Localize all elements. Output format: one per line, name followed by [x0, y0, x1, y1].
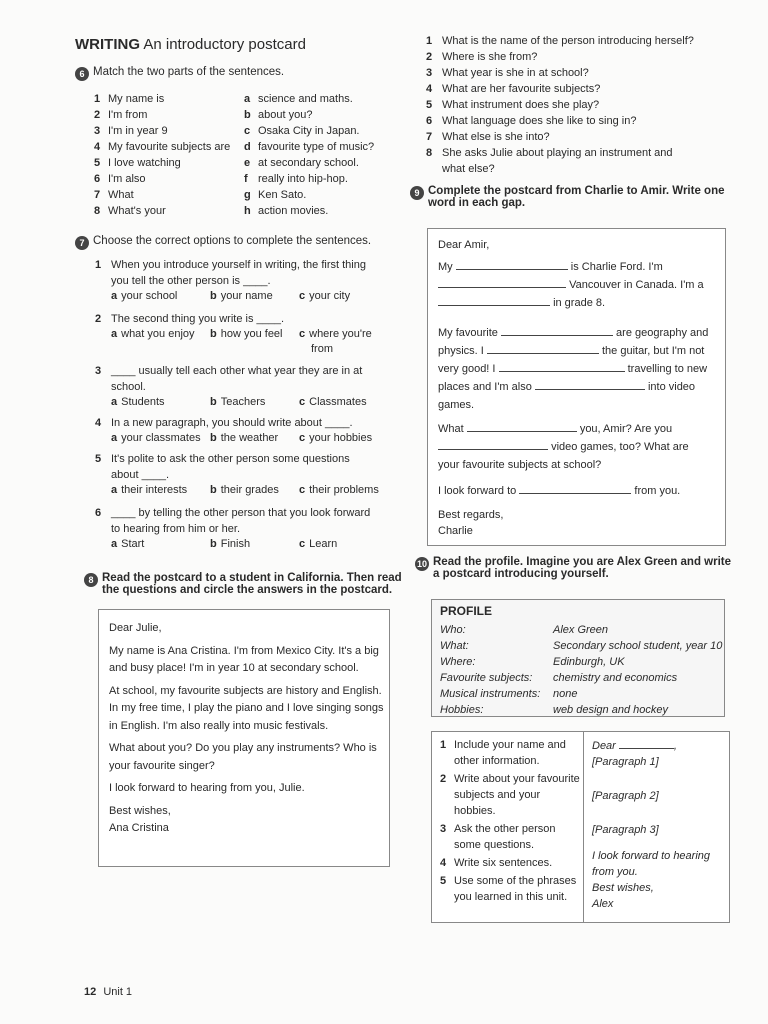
match-row: 3 I'm in year 9 c Osaka City in Japan.: [94, 125, 360, 137]
question-item: 5 What instrument does she play?: [426, 99, 600, 111]
match-row: 6 I'm also f really into hip-hop.: [94, 173, 348, 185]
ex7-options: a Start b Finish c Learn: [111, 538, 338, 550]
gap-blank[interactable]: [501, 324, 613, 336]
gap-blank[interactable]: [487, 342, 599, 354]
ex7-question: 4 In a new paragraph, you should write about ____.: [95, 417, 353, 429]
ex7-question-cont: you tell the other person is ____.: [111, 275, 271, 287]
postcard-paragraph: I look forward to hearing from you, Julie.: [109, 782, 305, 794]
ex7-question: 3 ____ usually tell each other what year they are in at: [95, 365, 363, 377]
ex8-heading: [84, 572, 404, 596]
step-item: 1 Include your name and other information.: [440, 739, 566, 767]
postcard-signature: Ana Cristina: [109, 822, 169, 834]
gap-blank[interactable]: [619, 737, 674, 749]
ex6-number-badge: 6: [75, 67, 89, 81]
ex7-question: 1 When you introduce yourself in writing, the first thing: [95, 259, 366, 271]
postcard-julie: [98, 609, 390, 867]
profile-row: What: Secondary school student, year 10: [440, 640, 723, 652]
ex8-number-badge: 8: [84, 573, 98, 587]
writing-guide-table: [431, 731, 730, 923]
profile-box: [431, 599, 725, 717]
postcard-signature: Charlie: [438, 525, 473, 537]
question-item: 1 What is the name of the person introducing herself?: [426, 35, 694, 47]
gap-blank[interactable]: [535, 378, 645, 390]
step-item: 4 Write six sentences.: [440, 857, 553, 869]
ex7-questions: 1 When you introduce yourself in writing, the first thing you tell the other person is ____. a your school b your name c your city 2 The second thing you write is ____. a what you enjoy b how you feel c where you're from 3 ____ usually tell each other what year they are in at school. a Students b Teachers c Classmates 4 In a new paragraph, you should write about ____. a your classmates b the weather c your hobbies 5 It's polite to ask the other person some questions about ____. a their interests b their grades c their problems 6 ____ by telling the other person that you look forward to hearing from him or her. a Start b Finish c Learn: [95, 257, 400, 553]
postcard-greeting: Dear Amir,: [438, 239, 490, 251]
ex7-options: a Students b Teachers c Classmates: [111, 396, 367, 408]
ex9-number-badge: 9: [410, 186, 424, 200]
question-item: 4 What are her favourite subjects?: [426, 83, 601, 95]
postcard-amir: Dear Amir, My is Charlie Ford. I'm Vancouver in Canada. I'm a in grade 8. My favourite are geography and physics. I the guitar, but I'm not very good! I travelling to new places and I'm also into video games. What you, Amir? Are you video games, too? What are your favourite subjects at school? I look forward to from you. Best regards, Charlie: [427, 228, 726, 546]
match-row: 8 What's your h action movies.: [94, 205, 329, 217]
ex7-options: a what you enjoy b how you feel c where you're from: [111, 328, 372, 355]
profile-row: Favourite subjects: chemistry and economics: [440, 672, 678, 684]
profile-title: PROFILE: [440, 604, 493, 618]
ex10-heading: [415, 556, 735, 580]
ex7-heading: [75, 235, 371, 250]
ex7-question: 2 The second thing you write is ____.: [95, 313, 285, 325]
ex7-options: a your classmates b the weather c your hobbies: [111, 432, 373, 444]
ex7-question: 5 It's polite to ask the other person some questions: [95, 453, 350, 465]
ex7-options: a your school b your name c your city: [111, 290, 351, 302]
profile-row: Hobbies: web design and hockey: [440, 704, 668, 716]
page-number: 12: [84, 986, 97, 998]
postcard-paragraph: My name is Ana Cristina. I'm from Mexico City. It's a big and busy place! I'm in year 10 at secondary school.: [109, 644, 379, 674]
step-item: 2 Write about your favourite subjects and your hobbies.: [440, 773, 580, 817]
unit-label: Unit 1: [103, 986, 133, 998]
section-label: WRITING: [75, 36, 140, 53]
ex6-instruction: Match the two parts of the sentences.: [93, 66, 285, 78]
profile-row: Musical instruments: none: [440, 688, 578, 700]
ex7-number-badge: 7: [75, 236, 89, 250]
ex10-instruction: Read the profile. Imagine you are Alex Green and write a postcard introducing yourself.: [433, 556, 732, 580]
ex7-question: 6 ____ by telling the other person that you look forward: [95, 507, 371, 519]
writing-model: Dear , [Paragraph 1] [Paragraph 2] [Paragraph 3] I look forward to hearing from you. Best wishes, Alex: [584, 732, 729, 922]
step-item: 5 Use some of the phrases you learned in this unit.: [440, 875, 577, 903]
gap-blank[interactable]: [519, 482, 631, 494]
postcard-paragraph: At school, my favourite subjects are history and English. In my free time, I play the piano and I love singing songs in English. I'm also really into music festivals.: [109, 684, 384, 732]
profile-row: Who: Alex Green: [440, 624, 609, 636]
gap-blank[interactable]: [438, 438, 548, 450]
step-item: 3 Ask the other person some questions.: [440, 823, 556, 851]
section-title: An introductory postcard: [143, 36, 306, 53]
match-row: 2 I'm from b about you?: [94, 109, 313, 121]
gap-blank[interactable]: [438, 276, 566, 288]
postcard-paragraph: What about you? Do you play any instruments? Who is your favourite singer?: [109, 742, 377, 772]
question-item: 8 She asks Julie about playing an instrument and: [426, 147, 673, 159]
match-row: 4 My favourite subjects are d favourite type of music?: [94, 141, 375, 153]
postcard-closing: Best regards,: [438, 509, 504, 521]
gap-blank[interactable]: [499, 360, 625, 372]
writing-steps: [432, 732, 584, 922]
ex10-number-badge: 10: [416, 559, 427, 569]
profile-row: Where: Edinburgh, UK: [440, 656, 625, 668]
ex6-heading: [75, 66, 284, 81]
ex7-instruction: Choose the correct options to complete the sentences.: [93, 235, 372, 247]
ex8-instruction: Read the postcard to a student in California. Then read the questions and circle the answers in the postcard.: [102, 572, 402, 596]
question-item: 6 What language does she like to sing in?: [426, 115, 637, 127]
gap-blank[interactable]: [456, 258, 568, 270]
question-item: 2 Where is she from?: [426, 51, 538, 63]
gap-blank[interactable]: [467, 420, 577, 432]
question-item: 3 What year is she in at school?: [426, 67, 589, 79]
page-title: [75, 36, 306, 53]
ex7-options: a their interests b their grades c their problems: [111, 484, 379, 496]
postcard-closing: Best wishes,: [109, 804, 171, 817]
question-item: 7 What else is she into?: [426, 131, 550, 143]
ex9-instruction: Complete the postcard from Charlie to Amir. Write one word in each gap.: [428, 185, 725, 209]
gap-blank[interactable]: [438, 294, 550, 306]
match-row: 1 My name is a science and maths.: [94, 93, 353, 105]
ex9-heading: [410, 185, 730, 209]
ex8-questions: 1 What is the name of the person introducing herself? 2 Where is she from? 3 What year is she in at school? 4 What are her favourite subjects? 5 What instrument does she play? 6 What language does she like to sing in? 7 What else is she into? 8 She asks Julie about playing an instrument and what else?: [426, 33, 726, 177]
postcard-greeting: Dear Julie,: [109, 622, 162, 634]
ex6-match-list: [94, 91, 404, 219]
page-footer: [84, 986, 132, 998]
match-row: 7 What g Ken Sato.: [94, 189, 307, 201]
match-row: 5 I love watching e at secondary school.: [94, 157, 359, 169]
